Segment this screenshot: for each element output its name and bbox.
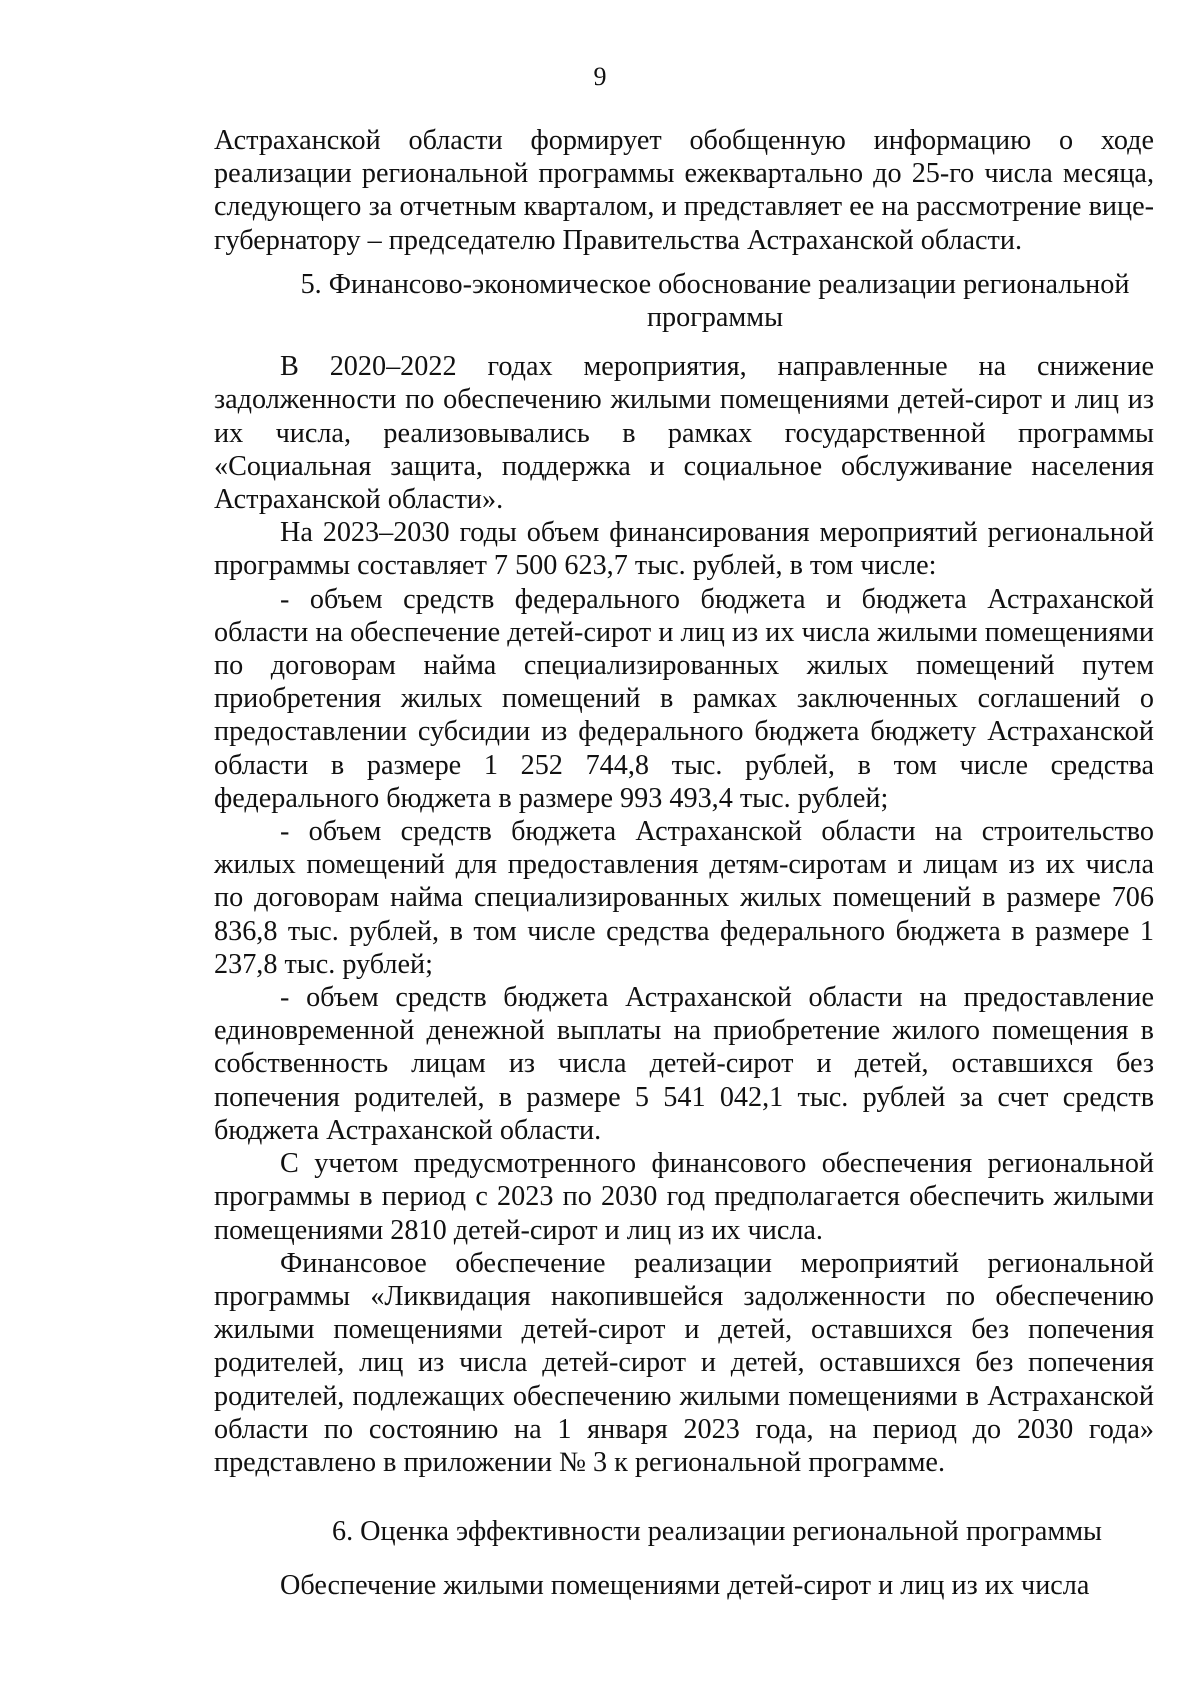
page-number: 9 [593,62,607,91]
paragraph-efficiency: Обеспечение жилыми помещениями детей-сирот и лиц из их числа [280,1570,1090,1602]
paragraph-intro: Астраханской области формирует обобщенную информацию о ходе реализации региональной программы ежеквартально до 25-го числа месяца, следующего за отчетным кварталом, и представляет ее на рассмотрение вице-губернатору – председателю Правительства Астраханской области. [214,125,1154,256]
section-6-heading: 6. Оценка эффективности реализации региональной программы [331,1516,1102,1548]
paragraph-2020-2022: В 2020–2022 годах мероприятия, направленные на снижение задолженности по обеспечению жилыми помещениями детей-сирот и лиц из их числа, реализовывались в рамках государственной программы «Социальная защита, поддержка и социальное обслуживание населения Астраханской области». [214,351,1154,516]
section-5-heading: 5. Финансово-экономическое обоснование реализации региональной программы [300,268,1130,334]
paragraph-funding-total: На 2023–2030 годы объем финансирования мероприятий региональной программы составляет 7 500 623,7 тыс. рублей, в том числе: [214,517,1154,582]
paragraph-planned-housing: С учетом предусмотренного финансового обеспечения региональной программы в период с 2023 по 2030 год предполагается обеспечить жилыми помещениями 2810 детей-сирот и лиц из их числа. [214,1148,1154,1246]
list-item-construction: - объем средств бюджета Астраханской области на строительство жилых помещений для предоставления детям-сиротам и лицам из их числа по договорам найма специализированных жилых помещений в размере 706 836,8 тыс. рублей, в том числе средства федерального бюджета в размере 1 237,8 тыс. рублей; [214,816,1154,980]
list-item-federal-budget: - объем средств федерального бюджета и бюджета Астраханской области на обеспечение детей-сирот и лиц из их числа жилыми помещениями по договорам найма специализированных жилых помещений путем приобретения жилых помещений в рамках заключенных соглашений о предоставлении субсидии из федерального бюджета бюджету Астраханской области в размере 1 252 744,8 тыс. рублей, в том числе средства федерального бюджета в размере 993 493,4 тыс. рублей; [214,583,1154,814]
document-body [214,124,1154,1603]
list-item-one-time-payment: - объем средств бюджета Астраханской области на предоставление единовременной денежной выплаты на приобретение жилого помещения в собственность лицам из числа детей-сирот и детей, оставшихся без попечения родителей, в размере 5 541 042,1 тыс. рублей за счет средств бюджета Астраханской области. [214,982,1154,1146]
paragraph-appendix-reference: Финансовое обеспечение реализации мероприятий региональной программы «Ликвидация накопившейся задолженности по обеспечению жилыми помещениями детей-сирот и детей, оставшихся без попечения родителей, лиц из числа детей-сирот и детей, оставшихся без попечения родителей, подлежащих обеспечению жилыми помещениями в Астраханской области по состоянию на 1 января 2023 года, на период до 2030 года» представлено в приложении № 3 к региональной программе. [214,1247,1154,1478]
